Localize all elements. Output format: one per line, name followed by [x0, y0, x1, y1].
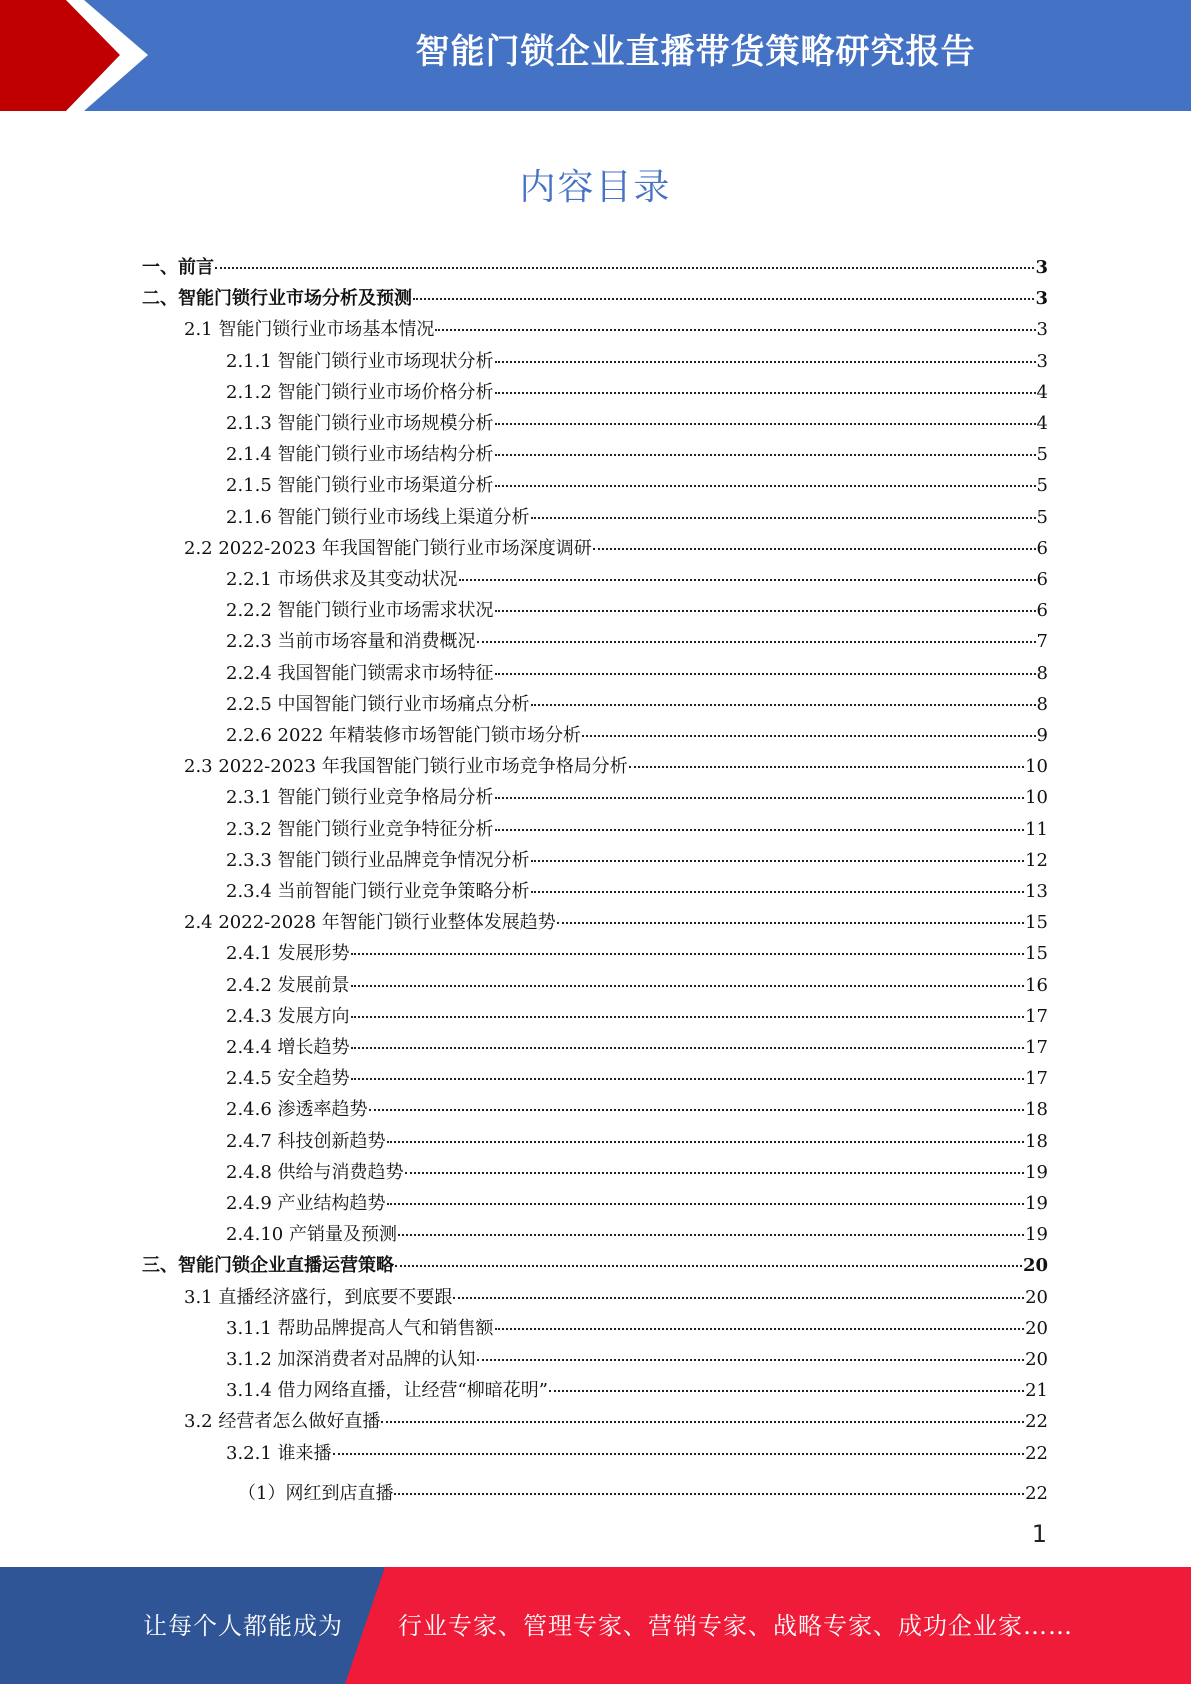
toc-entry-label: 2.2.5 中国智能门锁行业市场痛点分析 — [226, 693, 530, 715]
toc-entry[interactable] — [226, 410, 1048, 438]
toc-dot-leader — [369, 1109, 1025, 1111]
toc-entry-page: 19 — [1025, 1224, 1048, 1246]
toc-entry[interactable] — [226, 1315, 1048, 1343]
toc-dot-leader — [495, 610, 1036, 612]
toc-entry-page: 20 — [1025, 1317, 1048, 1339]
toc-entry-label: 2.4.7 科技创新趋势 — [226, 1130, 386, 1152]
toc-entry[interactable] — [184, 316, 1048, 344]
toc-entry-label: 2.4 2022-2028 年智能门锁行业整体发展趋势 — [184, 912, 556, 934]
toc-entry-page: 17 — [1025, 1005, 1048, 1027]
toc-entry-page: 3 — [1036, 319, 1048, 341]
toc-entry[interactable] — [226, 628, 1048, 656]
toc-entry-label: 2.3.1 智能门锁行业竞争格局分析 — [226, 787, 494, 809]
toc-entry-page: 5 — [1036, 475, 1048, 497]
toc-entry[interactable] — [226, 348, 1048, 376]
toc-entry-label: 2.4.9 产业结构趋势 — [226, 1193, 386, 1214]
toc-entry[interactable] — [226, 660, 1048, 688]
toc-entry-label: 3.2.1 谁来播 — [226, 1442, 332, 1464]
toc-entry[interactable] — [226, 816, 1048, 844]
toc-entry[interactable] — [226, 1096, 1048, 1124]
toc-entry[interactable] — [184, 535, 1048, 563]
toc-dot-leader — [351, 1078, 1025, 1080]
toc-entry[interactable] — [226, 1221, 1048, 1249]
toc-entry-page: 4 — [1036, 413, 1048, 434]
toc-entry-label: 2.2.3 当前市场容量和消费概况 — [226, 631, 476, 653]
toc-entry-label: 2.2.1 市场供求及其变动状况 — [226, 569, 458, 590]
toc-entry[interactable] — [184, 1284, 1048, 1312]
toc-entry[interactable] — [226, 1346, 1048, 1374]
report-header — [0, 0, 1191, 111]
toc-dot-leader — [453, 1297, 1024, 1299]
toc-entry-label: 3.2 经营者怎么做好直播 — [184, 1411, 381, 1433]
footer-roles: 行业专家、管理专家、营销专家、战略专家、成功企业家…… — [398, 1612, 1073, 1640]
toc-entry-label: 2.4.8 供给与消费趋势 — [226, 1161, 404, 1183]
toc-dot-leader — [531, 860, 1025, 862]
toc-entry-label: 2.1.6 智能门锁行业市场线上渠道分析 — [226, 506, 530, 528]
footer-banner — [0, 1567, 1191, 1684]
toc-entry-page: 17 — [1025, 1068, 1048, 1090]
toc-entry-label: 一、前言 — [142, 257, 214, 278]
toc-entry[interactable] — [226, 1159, 1048, 1187]
toc-dot-leader — [593, 548, 1036, 550]
toc-dot-leader — [435, 329, 1035, 331]
toc-entry-page: 12 — [1025, 849, 1048, 871]
toc-entry-page: 3 — [1035, 257, 1048, 278]
toc-entry[interactable] — [226, 1377, 1048, 1405]
toc-entry-page: 4 — [1036, 381, 1048, 403]
toc-dot-leader — [477, 1359, 1025, 1361]
toc-entry[interactable] — [226, 972, 1048, 1000]
toc-entry-label: 2.3.2 智能门锁行业竞争特征分析 — [226, 818, 494, 840]
toc-entry-page: 5 — [1036, 444, 1048, 466]
toc-entry-page: 6 — [1036, 537, 1048, 559]
toc-entry[interactable] — [184, 1408, 1048, 1436]
toc-dot-leader — [495, 829, 1025, 831]
toc-dot-leader — [531, 517, 1036, 519]
toc-entry-page: 8 — [1036, 693, 1048, 715]
toc-entry-page: 13 — [1025, 881, 1048, 902]
toc-entry-page: 15 — [1025, 943, 1048, 965]
toc-entry[interactable] — [226, 1128, 1048, 1156]
toc-entry[interactable] — [226, 878, 1048, 906]
toc-entry-page: 21 — [1025, 1380, 1048, 1402]
toc-entry-page: 20 — [1025, 1286, 1048, 1308]
toc-dot-leader — [557, 922, 1024, 924]
toc-entry[interactable] — [226, 379, 1048, 407]
toc-dot-leader — [413, 298, 1034, 300]
toc-entry[interactable] — [142, 1252, 1048, 1280]
toc-entry[interactable] — [226, 847, 1048, 875]
toc-entry-page: 19 — [1025, 1193, 1048, 1214]
toc-entry[interactable] — [184, 909, 1048, 937]
toc-entry-label: 3.1 直播经济盛行，到底要不要跟 — [184, 1286, 453, 1308]
toc-entry-label: 二、智能门锁行业市场分析及预测 — [142, 288, 412, 310]
toc-entry[interactable] — [142, 254, 1048, 282]
toc-dot-leader — [495, 485, 1036, 487]
toc-entry-page: 17 — [1025, 1037, 1048, 1058]
toc-entry-label: 2.2.4 我国智能门锁需求市场特征 — [226, 662, 494, 684]
toc-entry-page: 3 — [1035, 288, 1048, 310]
toc-entry[interactable] — [226, 1065, 1048, 1093]
toc-entry-page: 15 — [1025, 912, 1048, 934]
toc-dot-leader — [395, 1265, 1022, 1267]
page-number: 1 — [1031, 1520, 1047, 1548]
toc-dot-leader — [351, 1047, 1025, 1049]
toc-entry-label: 2.1 智能门锁行业市场基本情况 — [184, 319, 435, 341]
toc-entry-page: 5 — [1036, 506, 1048, 528]
toc-entry-label: 2.3 2022-2023 年我国智能门锁行业市场竞争格局分析 — [184, 756, 628, 778]
toc-entry-label: 2.4.10 产销量及预测 — [226, 1224, 397, 1246]
toc-entry-page: 19 — [1025, 1161, 1048, 1183]
toc-entry-label: 2.1.1 智能门锁行业市场现状分析 — [226, 350, 494, 372]
toc-entry-label: （1）网红到店直播 — [238, 1482, 394, 1504]
toc-dot-leader — [629, 766, 1024, 768]
toc-dot-leader — [405, 1172, 1025, 1174]
toc-dot-leader — [495, 797, 1025, 799]
toc-entry[interactable] — [184, 753, 1048, 781]
toc-entry-label: 2.3.4 当前智能门锁行业竞争策略分析 — [226, 881, 530, 902]
toc-dot-leader — [477, 641, 1036, 643]
toc-entry[interactable] — [226, 1034, 1048, 1062]
toc-dot-leader — [459, 579, 1036, 581]
toc-dot-leader — [495, 423, 1036, 425]
toc-entry-label: 3.1.1 帮助品牌提高人气和销售额 — [226, 1317, 494, 1339]
toc-entry-label: 2.4.6 渗透率趋势 — [226, 1099, 368, 1121]
toc-entry-page: 3 — [1036, 350, 1048, 372]
toc-entry[interactable] — [238, 1480, 1048, 1508]
toc-entry-page: 6 — [1036, 569, 1048, 590]
toc-dot-leader — [495, 673, 1036, 675]
toc-entry-label: 2.2 2022-2023 年我国智能门锁行业市场深度调研 — [184, 537, 592, 559]
toc-dot-leader — [582, 735, 1035, 737]
toc-entry[interactable] — [226, 597, 1048, 625]
toc-entry[interactable] — [226, 784, 1048, 812]
toc-dot-leader — [495, 1328, 1025, 1330]
toc-dot-leader — [387, 1141, 1025, 1143]
toc-dot-leader — [549, 1390, 1024, 1392]
toc-entry[interactable] — [226, 566, 1048, 594]
toc-entry-label: 2.4.3 发展方向 — [226, 1005, 350, 1027]
toc-entry[interactable] — [226, 1003, 1048, 1031]
toc-entry-page: 7 — [1036, 631, 1048, 653]
toc-title: 内容目录 — [519, 167, 672, 208]
toc-entry-label: 2.4.4 增长趋势 — [226, 1037, 350, 1058]
toc-entry-label: 3.1.2 加深消费者对品牌的认知 — [226, 1349, 476, 1370]
toc-dot-leader — [398, 1234, 1024, 1236]
toc-entry-page: 9 — [1036, 725, 1048, 746]
toc-dot-leader — [531, 704, 1036, 706]
toc-entry-page: 20 — [1022, 1255, 1048, 1277]
toc-entry-page: 22 — [1025, 1442, 1048, 1464]
toc-entry-page: 8 — [1036, 662, 1048, 684]
toc-entry-page: 11 — [1025, 818, 1048, 840]
report-title: 智能门锁企业直播带货策略研究报告 — [415, 32, 976, 72]
toc-entry-label: 2.2.2 智能门锁行业市场需求状况 — [226, 600, 494, 622]
toc-dot-leader — [531, 891, 1025, 893]
header-arrow-decoration — [0, 0, 160, 111]
toc-entry-label: 2.4.2 发展前景 — [226, 974, 350, 996]
toc-entry[interactable] — [226, 472, 1048, 500]
toc-entry[interactable] — [142, 285, 1048, 313]
toc-entry[interactable] — [226, 940, 1048, 968]
toc-entry-label: 三、智能门锁企业直播运营策略 — [142, 1255, 394, 1277]
toc-entry-page: 22 — [1025, 1482, 1048, 1504]
toc-entry-label: 3.1.4 借力网络直播，让经营“柳暗花明” — [226, 1380, 548, 1402]
toc-entry-page: 6 — [1036, 600, 1048, 622]
toc-entry-label: 2.1.3 智能门锁行业市场规模分析 — [226, 413, 494, 434]
toc-entry-label: 2.1.5 智能门锁行业市场渠道分析 — [226, 475, 494, 497]
toc-dot-leader — [495, 361, 1036, 363]
footer-slogan: 让每个人都能成为 — [143, 1612, 343, 1640]
toc-dot-leader — [351, 953, 1025, 955]
toc-entry-page: 10 — [1025, 756, 1048, 778]
toc-entry[interactable] — [226, 1190, 1048, 1218]
toc-dot-leader — [394, 1493, 1024, 1495]
toc-dot-leader — [381, 1421, 1024, 1423]
toc-dot-leader — [495, 392, 1036, 394]
toc-entry-page: 16 — [1025, 974, 1048, 996]
toc-entry[interactable] — [226, 504, 1048, 532]
toc-entry-label: 2.1.4 智能门锁行业市场结构分析 — [226, 444, 494, 466]
toc-entry-label: 2.1.2 智能门锁行业市场价格分析 — [226, 381, 494, 403]
toc-entry-page: 20 — [1025, 1349, 1048, 1370]
toc-dot-leader — [215, 267, 1034, 269]
toc-entry-label: 2.2.6 2022 年精装修市场智能门锁市场分析 — [226, 725, 582, 746]
toc-entry-page: 18 — [1025, 1130, 1048, 1152]
toc-entry[interactable] — [226, 441, 1048, 469]
toc-entry[interactable] — [226, 1440, 1048, 1468]
toc-entry[interactable] — [226, 691, 1048, 719]
toc-entry[interactable] — [226, 722, 1048, 750]
toc-entry-label: 2.4.1 发展形势 — [226, 943, 350, 965]
toc-entry-label: 2.3.3 智能门锁行业品牌竞争情况分析 — [226, 849, 530, 871]
toc-entry-page: 22 — [1025, 1411, 1048, 1433]
toc-dot-leader — [351, 1016, 1025, 1018]
toc-dot-leader — [387, 1203, 1025, 1205]
toc-dot-leader — [351, 985, 1025, 987]
toc-entry-page: 10 — [1025, 787, 1048, 809]
toc-dot-leader — [333, 1453, 1025, 1455]
toc-entry-label: 2.4.5 安全趋势 — [226, 1068, 350, 1090]
toc-dot-leader — [495, 454, 1036, 456]
toc-entry-page: 18 — [1025, 1099, 1048, 1121]
